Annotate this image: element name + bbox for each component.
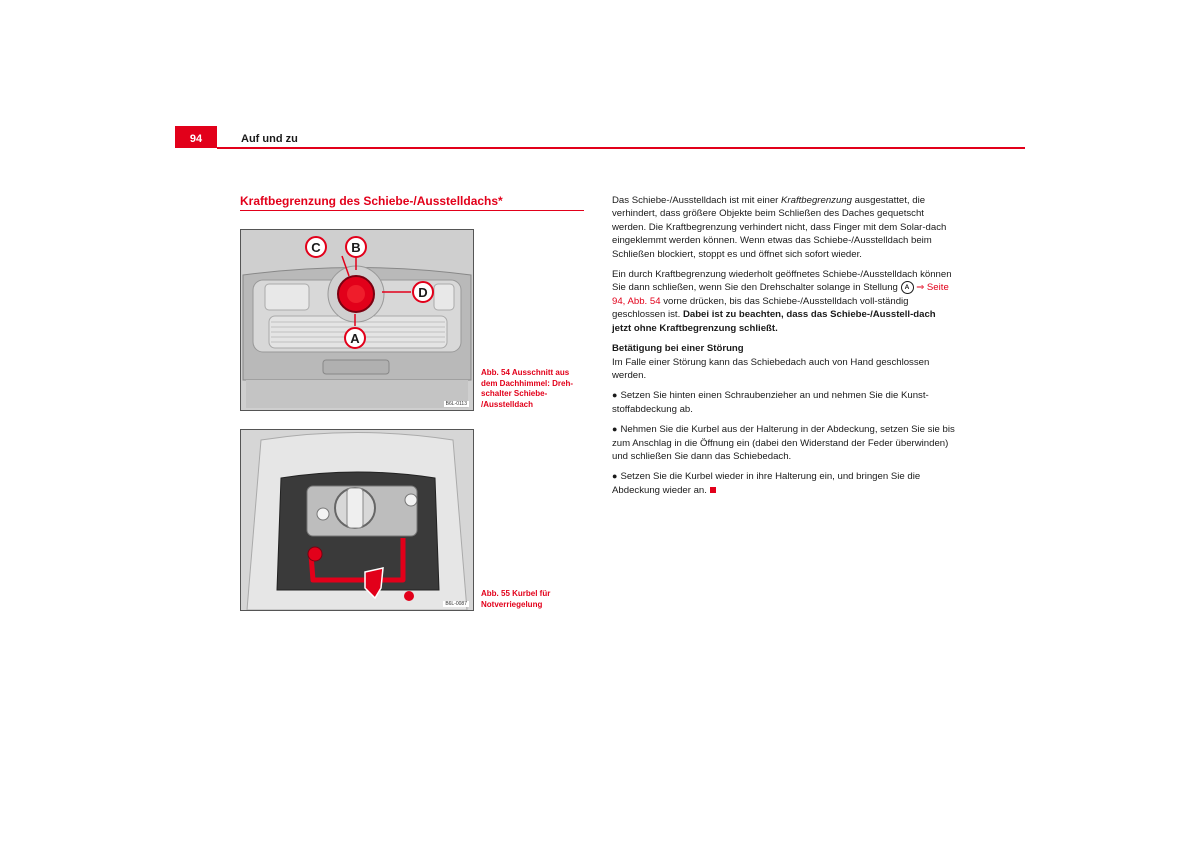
chapter-title: Auf und zu [241,133,298,145]
page-header [175,126,1025,148]
list-item: ● Nehmen Sie die Kurbel aus der Halterung in der Abdeckung, setzen Sie sie bis zum Anschlag in die Öffnung ein (dabei den Widerstand der Feder überwinden) und schließen Sie dann das Schiebedach. [612,424,955,462]
figure-code: B6L-0087 [445,601,467,607]
figure-caption: Abb. 54 Ausschnitt aus dem Dachhimmel: Dreh- schalter Schiebe- /Ausstelldach [481,368,574,409]
position-a-symbol: A [901,281,914,294]
paragraph: Ein durch Kraftbegrenzung wiederholt geöffnetes Schiebe-/Ausstelldach können Sie dann schließen, wenn Sie den Drehschalter solange in Stellung A ⇒ Seite 94, Abb. 54 vorne drücken, bis das Schiebe-/Ausstelldach voll-ständig geschlossen ist. Dabei ist zu beachten, dass das Schiebe-/Ausstell-dach jetzt ohne Kraftbegrenzung schließt. [612,269,952,334]
figure-caption: Abb. 55 Kurbel für Notverriegelung [481,589,551,609]
figure-roof-switch [240,229,474,411]
bullet-icon: ● [612,424,618,435]
figure-crank [240,429,474,611]
crank-illustration [241,430,473,610]
paragraph: Das Schiebe-/Ausstelldach ist mit einer Kraftbegrenzung ausgestattet, die verhindert, dass größere Objekte beim Schließen des Daches gequetscht werden. Die Kraftbegrenzung verhindert nicht, dass Finger mit dem Solar-dach eingeklemmt werden können. Wenn etwas das Schiebe-/Ausstelldach beim Schließen blockiert, stoppt es und öffnet sich sofort wieder. [612,195,947,260]
roof-switch-illustration [241,230,473,410]
list-item: ● Setzen Sie hinten einen Schraubenzieher an und nehmen Sie die Kunst-stoffabdeckung ab. [612,390,929,415]
section-divider [240,210,584,211]
header-divider [217,147,1025,149]
callout-d: D [418,285,428,300]
cross-reference-link[interactable]: ⇒ Seite 94, Abb. 54 [612,282,949,307]
callout-a: A [350,331,360,346]
paragraph: Im Falle einer Störung kann das Schiebedach auch von Hand geschlossen werden. [612,356,930,381]
list-item: ● Setzen Sie die Kurbel wieder in ihre Halterung ein, und bringen Sie die Abdeckung wieder an. [612,471,921,496]
figure-code: B6L-0113 [445,401,467,407]
bullet-icon: ● [612,471,618,482]
subheading: Betätigung bei einer Störung [612,343,744,355]
callout-b: B [351,240,361,255]
bullet-icon: ● [612,390,618,401]
page-number: 94 [175,126,217,148]
body-text [612,194,957,504]
callout-c: C [311,240,321,255]
warning-text: Dabei ist zu beachten, dass das Schiebe-/Ausstell-dach jetzt ohne Kraftbegrenzung schließt. [612,309,936,334]
end-of-section-icon [710,487,716,493]
section-title: Kraftbegrenzung des Schiebe-/Ausstelldachs* [240,194,503,208]
